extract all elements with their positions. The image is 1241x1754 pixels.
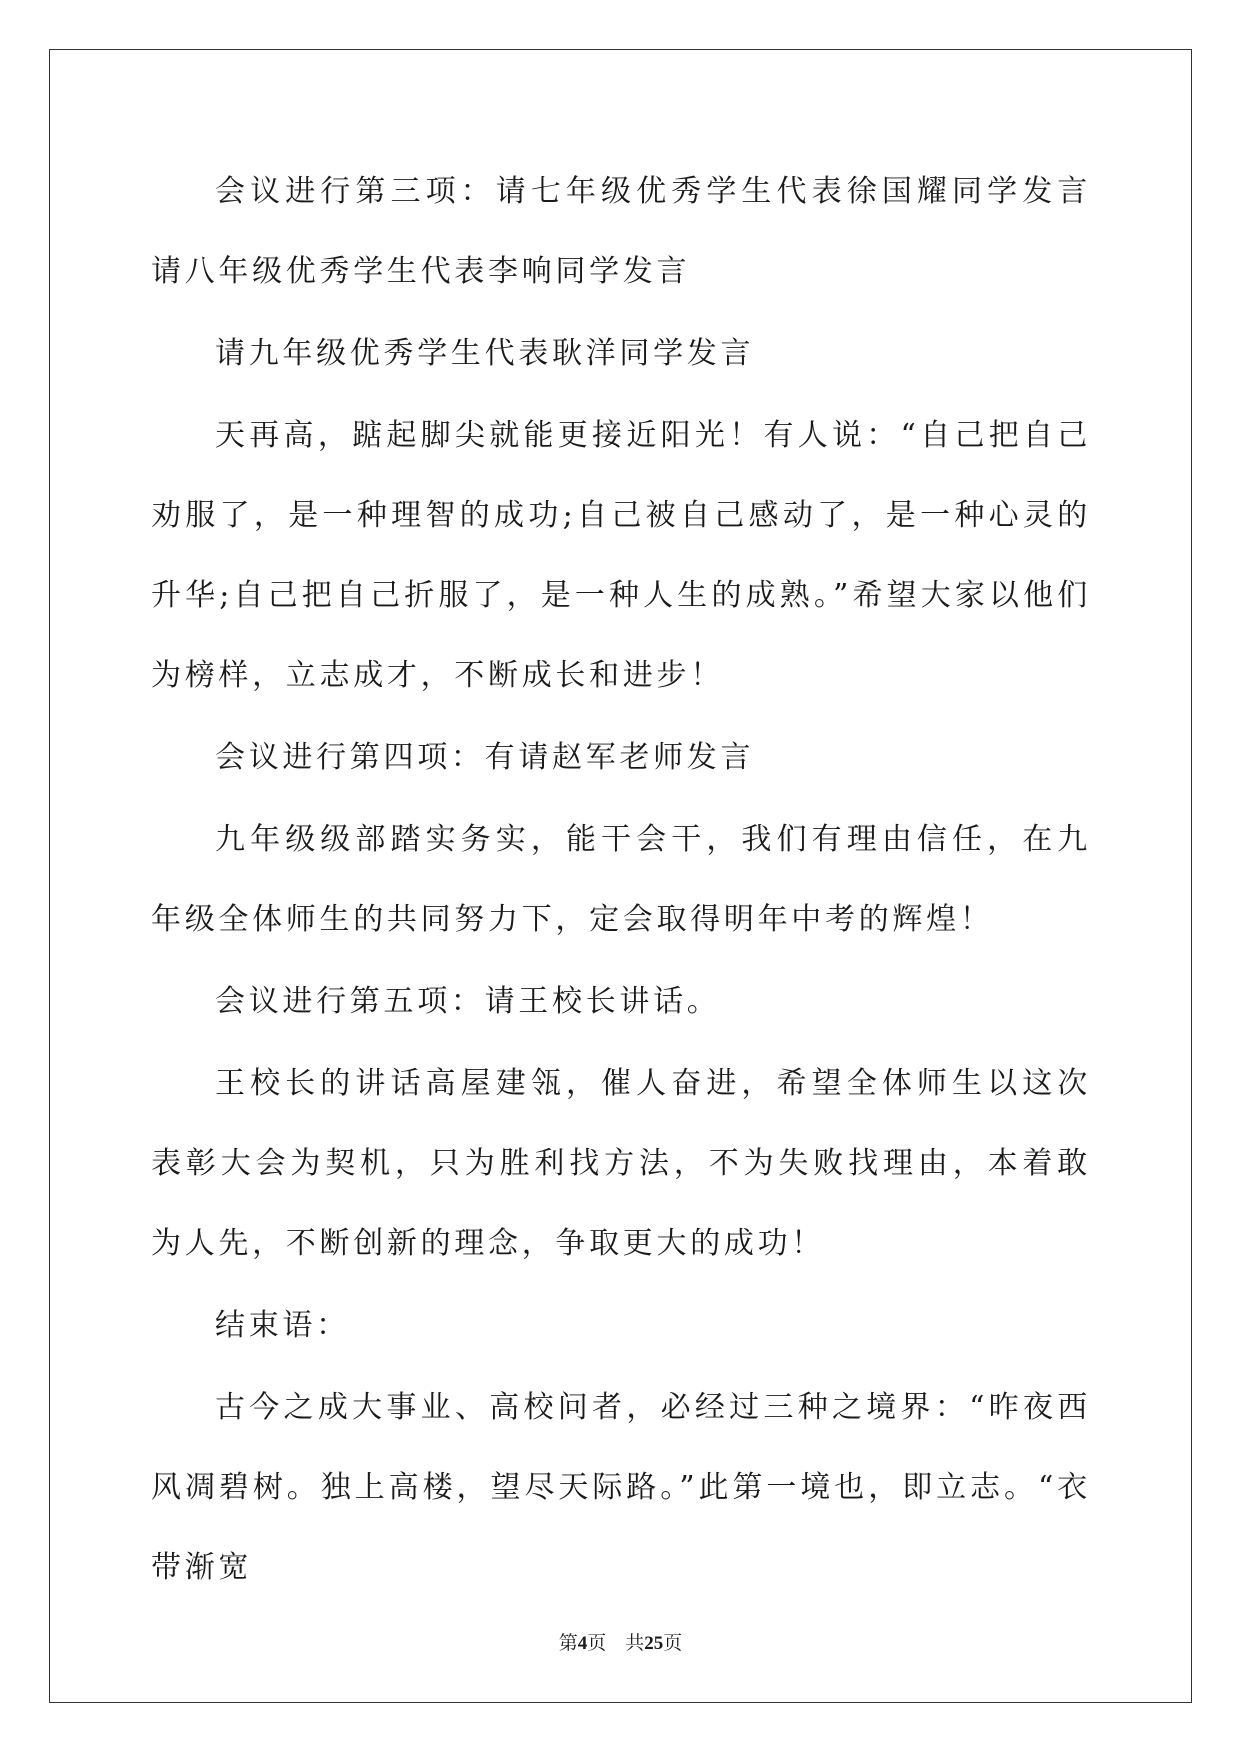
footer-current-page: 4: [577, 1633, 588, 1654]
paragraph-grade-9-speaker: 请九年级优秀学生代表耿洋同学发言: [215, 336, 755, 371]
document-body: [151, 152, 1091, 1610]
paragraph-grade-9-trust: 九年级级部踏实务实，能干会干，我们有理由信任，在九年级全体师生的共同努力下，定会取得明年中考的辉煌！: [151, 822, 1091, 937]
paragraph-closing-text: 古今之成大事业、高校问者，必经过三种之境界：“昨夜西风凋碧树。独上高楼，望尽天际路。”此第一境也，即立志。“衣带渐宽: [151, 1390, 1091, 1585]
footer-suffix: 页: [663, 1633, 683, 1654]
paragraph-agenda-item-3: 会议进行第三项：请七年级优秀学生代表徐国耀同学发言 请八年级优秀学生代表李响同学发言: [151, 174, 1091, 289]
paragraph-principal-speech-summary: 王校长的讲话高屋建瓴，催人奋进，希望全体师生以这次表彰大会为契机，只为胜利找方法，不为失败找理由，本着敢为人先，不断创新的理念，争取更大的成功！: [151, 1066, 1091, 1261]
paragraph-agenda-item-5: 会议进行第五项：请王校长讲话。: [215, 984, 721, 1019]
footer-prefix: 第: [558, 1633, 578, 1654]
paragraph-agenda-item-4: 会议进行第四项：有请赵军老师发言: [215, 740, 755, 775]
paragraph-encouragement: 天再高，踮起脚尖就能更接近阳光！有人说：“自己把自己劝服了，是一种理智的成功;自己被自己感动了，是一种心灵的升华;自己把自己折服了，是一种人生的成熟。”希望大家以他们为榜样，立志成才，不断成长和进步！: [151, 418, 1091, 693]
footer-middle: 页 共: [587, 1633, 645, 1654]
footer-total-pages: 25: [644, 1633, 664, 1654]
page-footer: [0, 1628, 1241, 1655]
paragraph-closing-heading: 结束语：: [215, 1308, 350, 1343]
